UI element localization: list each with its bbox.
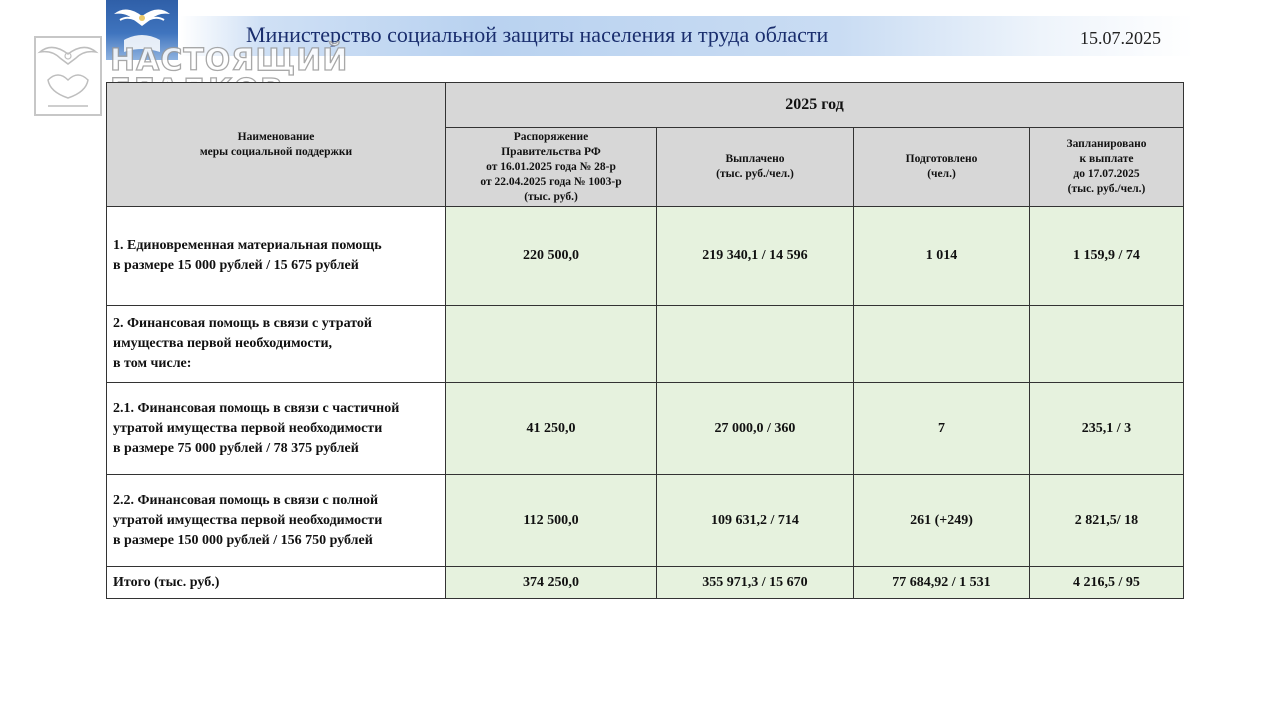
column-header-order-text: Распоряжение Правительства РФ от 16.01.2025 года № 28-р от 22.04.2025 года № 1003-р (тыс. руб.) xyxy=(480,130,622,203)
row-paid-value: 109 631,2 / 714 xyxy=(657,475,854,567)
column-header-prepared-text: Подготовлено (чел.) xyxy=(905,153,978,180)
table-row-total xyxy=(107,567,1184,599)
table-row xyxy=(107,306,1184,383)
row-name xyxy=(107,383,446,475)
row-order-value: 41 250,0 xyxy=(446,383,657,475)
column-header-name xyxy=(107,83,446,207)
row-order-value: 112 500,0 xyxy=(446,475,657,567)
row-planned-value: 2 821,5/ 18 xyxy=(1030,475,1184,567)
row-order-value: 220 500,0 xyxy=(446,207,657,306)
total-row-name: Итого (тыс. руб.) xyxy=(107,567,446,599)
row-name xyxy=(107,475,446,567)
row-paid-value: 219 340,1 / 14 596 xyxy=(657,207,854,306)
row-name-text: 2.1. Финансовая помощь в связи с частичной утратой имущества первой необходимости в размере 75 000 рублей / 78 375 рублей xyxy=(113,400,400,456)
column-header-planned-text: Запланировано к выплате до 17.07.2025 (тыс. руб./чел.) xyxy=(1066,138,1147,195)
row-planned-value: 235,1 / 3 xyxy=(1030,383,1184,475)
row-name xyxy=(107,306,446,383)
row-name-text: 1. Единовременная материальная помощь в размере 15 000 рублей / 15 675 рублей xyxy=(113,238,382,273)
total-order-value: 374 250,0 xyxy=(446,567,657,599)
row-name-text: 2. Финансовая помощь в связи с утратой имущества первой необходимости, в том числе: xyxy=(113,316,372,371)
row-name-text: 2.2. Финансовая помощь в связи с полной утратой имущества первой необходимости в размере 150 000 рублей / 156 750 рублей xyxy=(113,492,383,548)
column-header-paid xyxy=(657,128,854,207)
social-support-table xyxy=(106,82,1184,599)
row-planned-value: 1 159,9 / 74 xyxy=(1030,207,1184,306)
row-prepared-value: 7 xyxy=(854,383,1030,475)
year-header: 2025 год xyxy=(446,83,1184,128)
table-row xyxy=(107,475,1184,567)
report-date: 15.07.2025 xyxy=(1080,28,1161,48)
table-row xyxy=(107,207,1184,306)
row-planned-value xyxy=(1030,306,1184,383)
column-header-prepared xyxy=(854,128,1030,207)
row-paid-value xyxy=(657,306,854,383)
table-row xyxy=(107,383,1184,475)
row-order-value xyxy=(446,306,657,383)
row-prepared-value xyxy=(854,306,1030,383)
row-paid-value: 27 000,0 / 360 xyxy=(657,383,854,475)
column-header-planned xyxy=(1030,128,1184,207)
column-header-name-text: Наименование меры социальной поддержки xyxy=(199,130,353,158)
column-header-order xyxy=(446,128,657,207)
watermark-emblem-icon xyxy=(34,36,102,116)
total-paid-value: 355 971,3 / 15 670 xyxy=(657,567,854,599)
watermark-line1: НАСТОЯЩИЙ xyxy=(110,43,349,78)
row-name xyxy=(107,207,446,306)
total-prepared-value: 77 684,92 / 1 531 xyxy=(854,567,1030,599)
row-prepared-value: 261 (+249) xyxy=(854,475,1030,567)
column-header-paid-text: Выплачено (тыс. руб./чел.) xyxy=(716,153,794,180)
row-prepared-value: 1 014 xyxy=(854,207,1030,306)
ministry-title: Министерство социальной защиты населения и труда области xyxy=(246,22,829,47)
total-planned-value: 4 216,5 / 95 xyxy=(1030,567,1184,599)
